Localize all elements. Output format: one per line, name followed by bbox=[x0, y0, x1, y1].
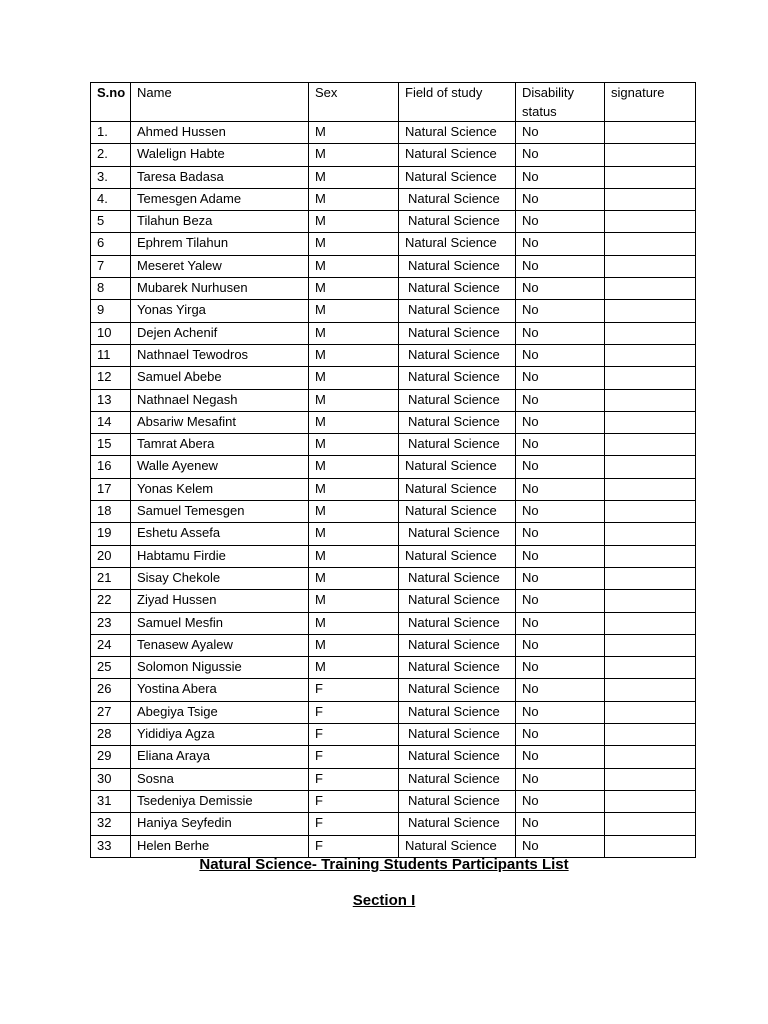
cell-sno: 15 bbox=[91, 434, 131, 456]
cell-disability-status: No bbox=[516, 501, 605, 523]
cell-signature bbox=[605, 679, 696, 701]
table-row bbox=[91, 389, 696, 411]
cell-signature bbox=[605, 233, 696, 255]
cell-name: Ephrem Tilahun bbox=[131, 233, 309, 255]
cell-disability-status: No bbox=[516, 634, 605, 656]
cell-disability-status: No bbox=[516, 322, 605, 344]
cell-field-of-study: Natural Science bbox=[399, 790, 516, 812]
table-row bbox=[91, 344, 696, 366]
cell-field-of-study: Natural Science bbox=[399, 679, 516, 701]
cell-field-of-study: Natural Science bbox=[399, 746, 516, 768]
cell-sno: 7 bbox=[91, 255, 131, 277]
cell-disability-status: No bbox=[516, 545, 605, 567]
table-row bbox=[91, 122, 696, 144]
cell-sno: 31 bbox=[91, 790, 131, 812]
cell-disability-status: No bbox=[516, 456, 605, 478]
cell-signature bbox=[605, 322, 696, 344]
cell-disability-status: No bbox=[516, 255, 605, 277]
cell-name: Eshetu Assefa bbox=[131, 523, 309, 545]
cell-field-of-study: Natural Science bbox=[399, 344, 516, 366]
table-row bbox=[91, 456, 696, 478]
cell-name: Ahmed Hussen bbox=[131, 122, 309, 144]
cell-signature bbox=[605, 344, 696, 366]
header-row bbox=[91, 83, 696, 122]
cell-disability-status: No bbox=[516, 389, 605, 411]
cell-sno: 21 bbox=[91, 567, 131, 589]
cell-sex: M bbox=[309, 545, 399, 567]
cell-signature bbox=[605, 211, 696, 233]
table-row bbox=[91, 278, 696, 300]
cell-disability-status: No bbox=[516, 233, 605, 255]
participants-table bbox=[90, 82, 696, 858]
table-row bbox=[91, 768, 696, 790]
cell-disability-status: No bbox=[516, 657, 605, 679]
table-row bbox=[91, 322, 696, 344]
cell-sno: 26 bbox=[91, 679, 131, 701]
header-sex: Sex bbox=[309, 83, 399, 122]
table-row bbox=[91, 144, 696, 166]
cell-name: Samuel Mesfin bbox=[131, 612, 309, 634]
cell-name: Tamrat Abera bbox=[131, 434, 309, 456]
cell-name: Temesgen Adame bbox=[131, 188, 309, 210]
cell-field-of-study: Natural Science bbox=[399, 701, 516, 723]
cell-name: Eliana Araya bbox=[131, 746, 309, 768]
table-row bbox=[91, 233, 696, 255]
cell-disability-status: No bbox=[516, 612, 605, 634]
table-row bbox=[91, 300, 696, 322]
cell-field-of-study: Natural Science bbox=[399, 835, 516, 857]
cell-field-of-study: Natural Science bbox=[399, 122, 516, 144]
cell-sno: 32 bbox=[91, 813, 131, 835]
cell-sex: M bbox=[309, 144, 399, 166]
cell-name: Walelign Habte bbox=[131, 144, 309, 166]
cell-signature bbox=[605, 590, 696, 612]
cell-sex: M bbox=[309, 411, 399, 433]
cell-sno: 18 bbox=[91, 501, 131, 523]
table-row bbox=[91, 790, 696, 812]
cell-sex: M bbox=[309, 523, 399, 545]
cell-field-of-study: Natural Science bbox=[399, 255, 516, 277]
cell-sno: 17 bbox=[91, 478, 131, 500]
cell-field-of-study: Natural Science bbox=[399, 813, 516, 835]
cell-sno: 16 bbox=[91, 456, 131, 478]
cell-sex: M bbox=[309, 478, 399, 500]
cell-field-of-study: Natural Science bbox=[399, 634, 516, 656]
cell-field-of-study: Natural Science bbox=[399, 322, 516, 344]
table-row bbox=[91, 835, 696, 857]
table-row bbox=[91, 211, 696, 233]
cell-disability-status: No bbox=[516, 411, 605, 433]
header-field-of-study: Field of study bbox=[399, 83, 516, 122]
cell-disability-status: No bbox=[516, 724, 605, 746]
cell-signature bbox=[605, 144, 696, 166]
cell-sno: 13 bbox=[91, 389, 131, 411]
cell-name: Nathnael Tewodros bbox=[131, 344, 309, 366]
cell-sex: M bbox=[309, 278, 399, 300]
cell-signature bbox=[605, 768, 696, 790]
header-sno: S.no bbox=[91, 83, 131, 122]
cell-field-of-study: Natural Science bbox=[399, 367, 516, 389]
cell-disability-status: No bbox=[516, 813, 605, 835]
cell-sno: 14 bbox=[91, 411, 131, 433]
cell-name: Taresa Badasa bbox=[131, 166, 309, 188]
table-row bbox=[91, 657, 696, 679]
cell-disability-status: No bbox=[516, 590, 605, 612]
cell-sex: F bbox=[309, 679, 399, 701]
table-row bbox=[91, 679, 696, 701]
cell-name: Sisay Chekole bbox=[131, 567, 309, 589]
cell-sno: 6 bbox=[91, 233, 131, 255]
cell-field-of-study: Natural Science bbox=[399, 233, 516, 255]
cell-signature bbox=[605, 567, 696, 589]
cell-sex: F bbox=[309, 768, 399, 790]
cell-signature bbox=[605, 367, 696, 389]
cell-sex: M bbox=[309, 389, 399, 411]
cell-field-of-study: Natural Science bbox=[399, 657, 516, 679]
table-row bbox=[91, 166, 696, 188]
cell-sex: M bbox=[309, 166, 399, 188]
cell-disability-status: No bbox=[516, 344, 605, 366]
cell-field-of-study: Natural Science bbox=[399, 724, 516, 746]
cell-sno: 2. bbox=[91, 144, 131, 166]
cell-signature bbox=[605, 456, 696, 478]
cell-sex: M bbox=[309, 255, 399, 277]
cell-disability-status: No bbox=[516, 166, 605, 188]
cell-disability-status: No bbox=[516, 768, 605, 790]
cell-name: Yostina Abera bbox=[131, 679, 309, 701]
cell-sex: M bbox=[309, 657, 399, 679]
cell-signature bbox=[605, 790, 696, 812]
cell-field-of-study: Natural Science bbox=[399, 389, 516, 411]
cell-name: Habtamu Firdie bbox=[131, 545, 309, 567]
cell-sno: 10 bbox=[91, 322, 131, 344]
cell-sno: 22 bbox=[91, 590, 131, 612]
cell-sex: M bbox=[309, 590, 399, 612]
cell-field-of-study: Natural Science bbox=[399, 590, 516, 612]
cell-sex: M bbox=[309, 233, 399, 255]
cell-signature bbox=[605, 657, 696, 679]
cell-field-of-study: Natural Science bbox=[399, 501, 516, 523]
cell-signature bbox=[605, 501, 696, 523]
cell-sex: M bbox=[309, 634, 399, 656]
cell-name: Mubarek Nurhusen bbox=[131, 278, 309, 300]
table-row bbox=[91, 545, 696, 567]
cell-sex: F bbox=[309, 790, 399, 812]
cell-signature bbox=[605, 724, 696, 746]
header-disability-status: Disability status bbox=[516, 83, 605, 122]
cell-sno: 24 bbox=[91, 634, 131, 656]
cell-disability-status: No bbox=[516, 790, 605, 812]
cell-disability-status: No bbox=[516, 188, 605, 210]
cell-signature bbox=[605, 300, 696, 322]
cell-name: Tilahun Beza bbox=[131, 211, 309, 233]
cell-sno: 25 bbox=[91, 657, 131, 679]
cell-disability-status: No bbox=[516, 478, 605, 500]
table-row bbox=[91, 501, 696, 523]
cell-name: Nathnael Negash bbox=[131, 389, 309, 411]
cell-disability-status: No bbox=[516, 434, 605, 456]
cell-sex: M bbox=[309, 122, 399, 144]
cell-field-of-study: Natural Science bbox=[399, 211, 516, 233]
cell-name: Absariw Mesafint bbox=[131, 411, 309, 433]
cell-field-of-study: Natural Science bbox=[399, 478, 516, 500]
cell-field-of-study: Natural Science bbox=[399, 411, 516, 433]
cell-field-of-study: Natural Science bbox=[399, 166, 516, 188]
cell-name: Yonas Kelem bbox=[131, 478, 309, 500]
cell-disability-status: No bbox=[516, 679, 605, 701]
cell-sno: 20 bbox=[91, 545, 131, 567]
cell-name: Yididiya Agza bbox=[131, 724, 309, 746]
table-row bbox=[91, 478, 696, 500]
cell-signature bbox=[605, 389, 696, 411]
cell-sex: M bbox=[309, 501, 399, 523]
cell-field-of-study: Natural Science bbox=[399, 567, 516, 589]
cell-sno: 30 bbox=[91, 768, 131, 790]
cell-sex: M bbox=[309, 211, 399, 233]
table-row bbox=[91, 612, 696, 634]
cell-field-of-study: Natural Science bbox=[399, 456, 516, 478]
cell-sex: M bbox=[309, 188, 399, 210]
table-row bbox=[91, 567, 696, 589]
cell-sex: F bbox=[309, 835, 399, 857]
cell-signature bbox=[605, 434, 696, 456]
table-row bbox=[91, 434, 696, 456]
cell-sno: 19 bbox=[91, 523, 131, 545]
cell-sno: 11 bbox=[91, 344, 131, 366]
cell-sno: 23 bbox=[91, 612, 131, 634]
cell-name: Ziyad Hussen bbox=[131, 590, 309, 612]
cell-sex: F bbox=[309, 813, 399, 835]
cell-sno: 4. bbox=[91, 188, 131, 210]
cell-signature bbox=[605, 634, 696, 656]
cell-name: Meseret Yalew bbox=[131, 255, 309, 277]
table-row bbox=[91, 724, 696, 746]
cell-sex: M bbox=[309, 612, 399, 634]
cell-disability-status: No bbox=[516, 701, 605, 723]
cell-disability-status: No bbox=[516, 144, 605, 166]
cell-name: Samuel Abebe bbox=[131, 367, 309, 389]
cell-sno: 12 bbox=[91, 367, 131, 389]
cell-disability-status: No bbox=[516, 367, 605, 389]
cell-signature bbox=[605, 701, 696, 723]
table-row bbox=[91, 523, 696, 545]
cell-disability-status: No bbox=[516, 278, 605, 300]
cell-sex: M bbox=[309, 434, 399, 456]
cell-signature bbox=[605, 411, 696, 433]
cell-sno: 29 bbox=[91, 746, 131, 768]
cell-signature bbox=[605, 746, 696, 768]
cell-sex: F bbox=[309, 746, 399, 768]
cell-signature bbox=[605, 835, 696, 857]
cell-sex: M bbox=[309, 367, 399, 389]
table-header bbox=[91, 83, 696, 122]
cell-disability-status: No bbox=[516, 211, 605, 233]
table-row bbox=[91, 746, 696, 768]
cell-name: Tenasew Ayalew bbox=[131, 634, 309, 656]
cell-field-of-study: Natural Science bbox=[399, 545, 516, 567]
table-row bbox=[91, 590, 696, 612]
document-title: Natural Science- Training Students Participants List bbox=[199, 856, 569, 873]
cell-sno: 28 bbox=[91, 724, 131, 746]
cell-sno: 3. bbox=[91, 166, 131, 188]
cell-field-of-study: Natural Science bbox=[399, 523, 516, 545]
cell-sex: M bbox=[309, 567, 399, 589]
cell-signature bbox=[605, 188, 696, 210]
cell-sno: 1. bbox=[91, 122, 131, 144]
cell-name: Haniya Seyfedin bbox=[131, 813, 309, 835]
cell-field-of-study: Natural Science bbox=[399, 434, 516, 456]
table-row bbox=[91, 411, 696, 433]
table-row bbox=[91, 255, 696, 277]
cell-disability-status: No bbox=[516, 835, 605, 857]
section-heading: Section I bbox=[352, 892, 416, 909]
cell-sno: 9 bbox=[91, 300, 131, 322]
cell-name: Samuel Temesgen bbox=[131, 501, 309, 523]
cell-disability-status: No bbox=[516, 746, 605, 768]
cell-sex: F bbox=[309, 701, 399, 723]
cell-signature bbox=[605, 545, 696, 567]
cell-disability-status: No bbox=[516, 122, 605, 144]
cell-name: Helen Berhe bbox=[131, 835, 309, 857]
cell-signature bbox=[605, 122, 696, 144]
table-row bbox=[91, 813, 696, 835]
cell-signature bbox=[605, 478, 696, 500]
cell-sex: M bbox=[309, 344, 399, 366]
cell-sno: 33 bbox=[91, 835, 131, 857]
cell-field-of-study: Natural Science bbox=[399, 144, 516, 166]
cell-sex: M bbox=[309, 322, 399, 344]
cell-disability-status: No bbox=[516, 523, 605, 545]
cell-name: Dejen Achenif bbox=[131, 322, 309, 344]
table-row bbox=[91, 701, 696, 723]
cell-signature bbox=[605, 612, 696, 634]
table-row bbox=[91, 188, 696, 210]
cell-name: Solomon Nigussie bbox=[131, 657, 309, 679]
cell-sex: M bbox=[309, 300, 399, 322]
table-row bbox=[91, 634, 696, 656]
cell-field-of-study: Natural Science bbox=[399, 300, 516, 322]
cell-name: Walle Ayenew bbox=[131, 456, 309, 478]
cell-disability-status: No bbox=[516, 567, 605, 589]
cell-field-of-study: Natural Science bbox=[399, 768, 516, 790]
table-row bbox=[91, 367, 696, 389]
cell-sno: 5 bbox=[91, 211, 131, 233]
cell-field-of-study: Natural Science bbox=[399, 278, 516, 300]
header-signature: signature bbox=[605, 83, 696, 122]
header-name: Name bbox=[131, 83, 309, 122]
cell-signature bbox=[605, 255, 696, 277]
cell-name: Yonas Yirga bbox=[131, 300, 309, 322]
cell-disability-status: No bbox=[516, 300, 605, 322]
cell-name: Abegiya Tsige bbox=[131, 701, 309, 723]
cell-field-of-study: Natural Science bbox=[399, 612, 516, 634]
cell-sex: M bbox=[309, 456, 399, 478]
cell-name: Sosna bbox=[131, 768, 309, 790]
cell-field-of-study: Natural Science bbox=[399, 188, 516, 210]
cell-signature bbox=[605, 523, 696, 545]
cell-signature bbox=[605, 278, 696, 300]
cell-name: Tsedeniya Demissie bbox=[131, 790, 309, 812]
cell-sex: F bbox=[309, 724, 399, 746]
cell-signature bbox=[605, 166, 696, 188]
table-body bbox=[91, 122, 696, 858]
cell-sno: 8 bbox=[91, 278, 131, 300]
cell-signature bbox=[605, 813, 696, 835]
cell-sno: 27 bbox=[91, 701, 131, 723]
